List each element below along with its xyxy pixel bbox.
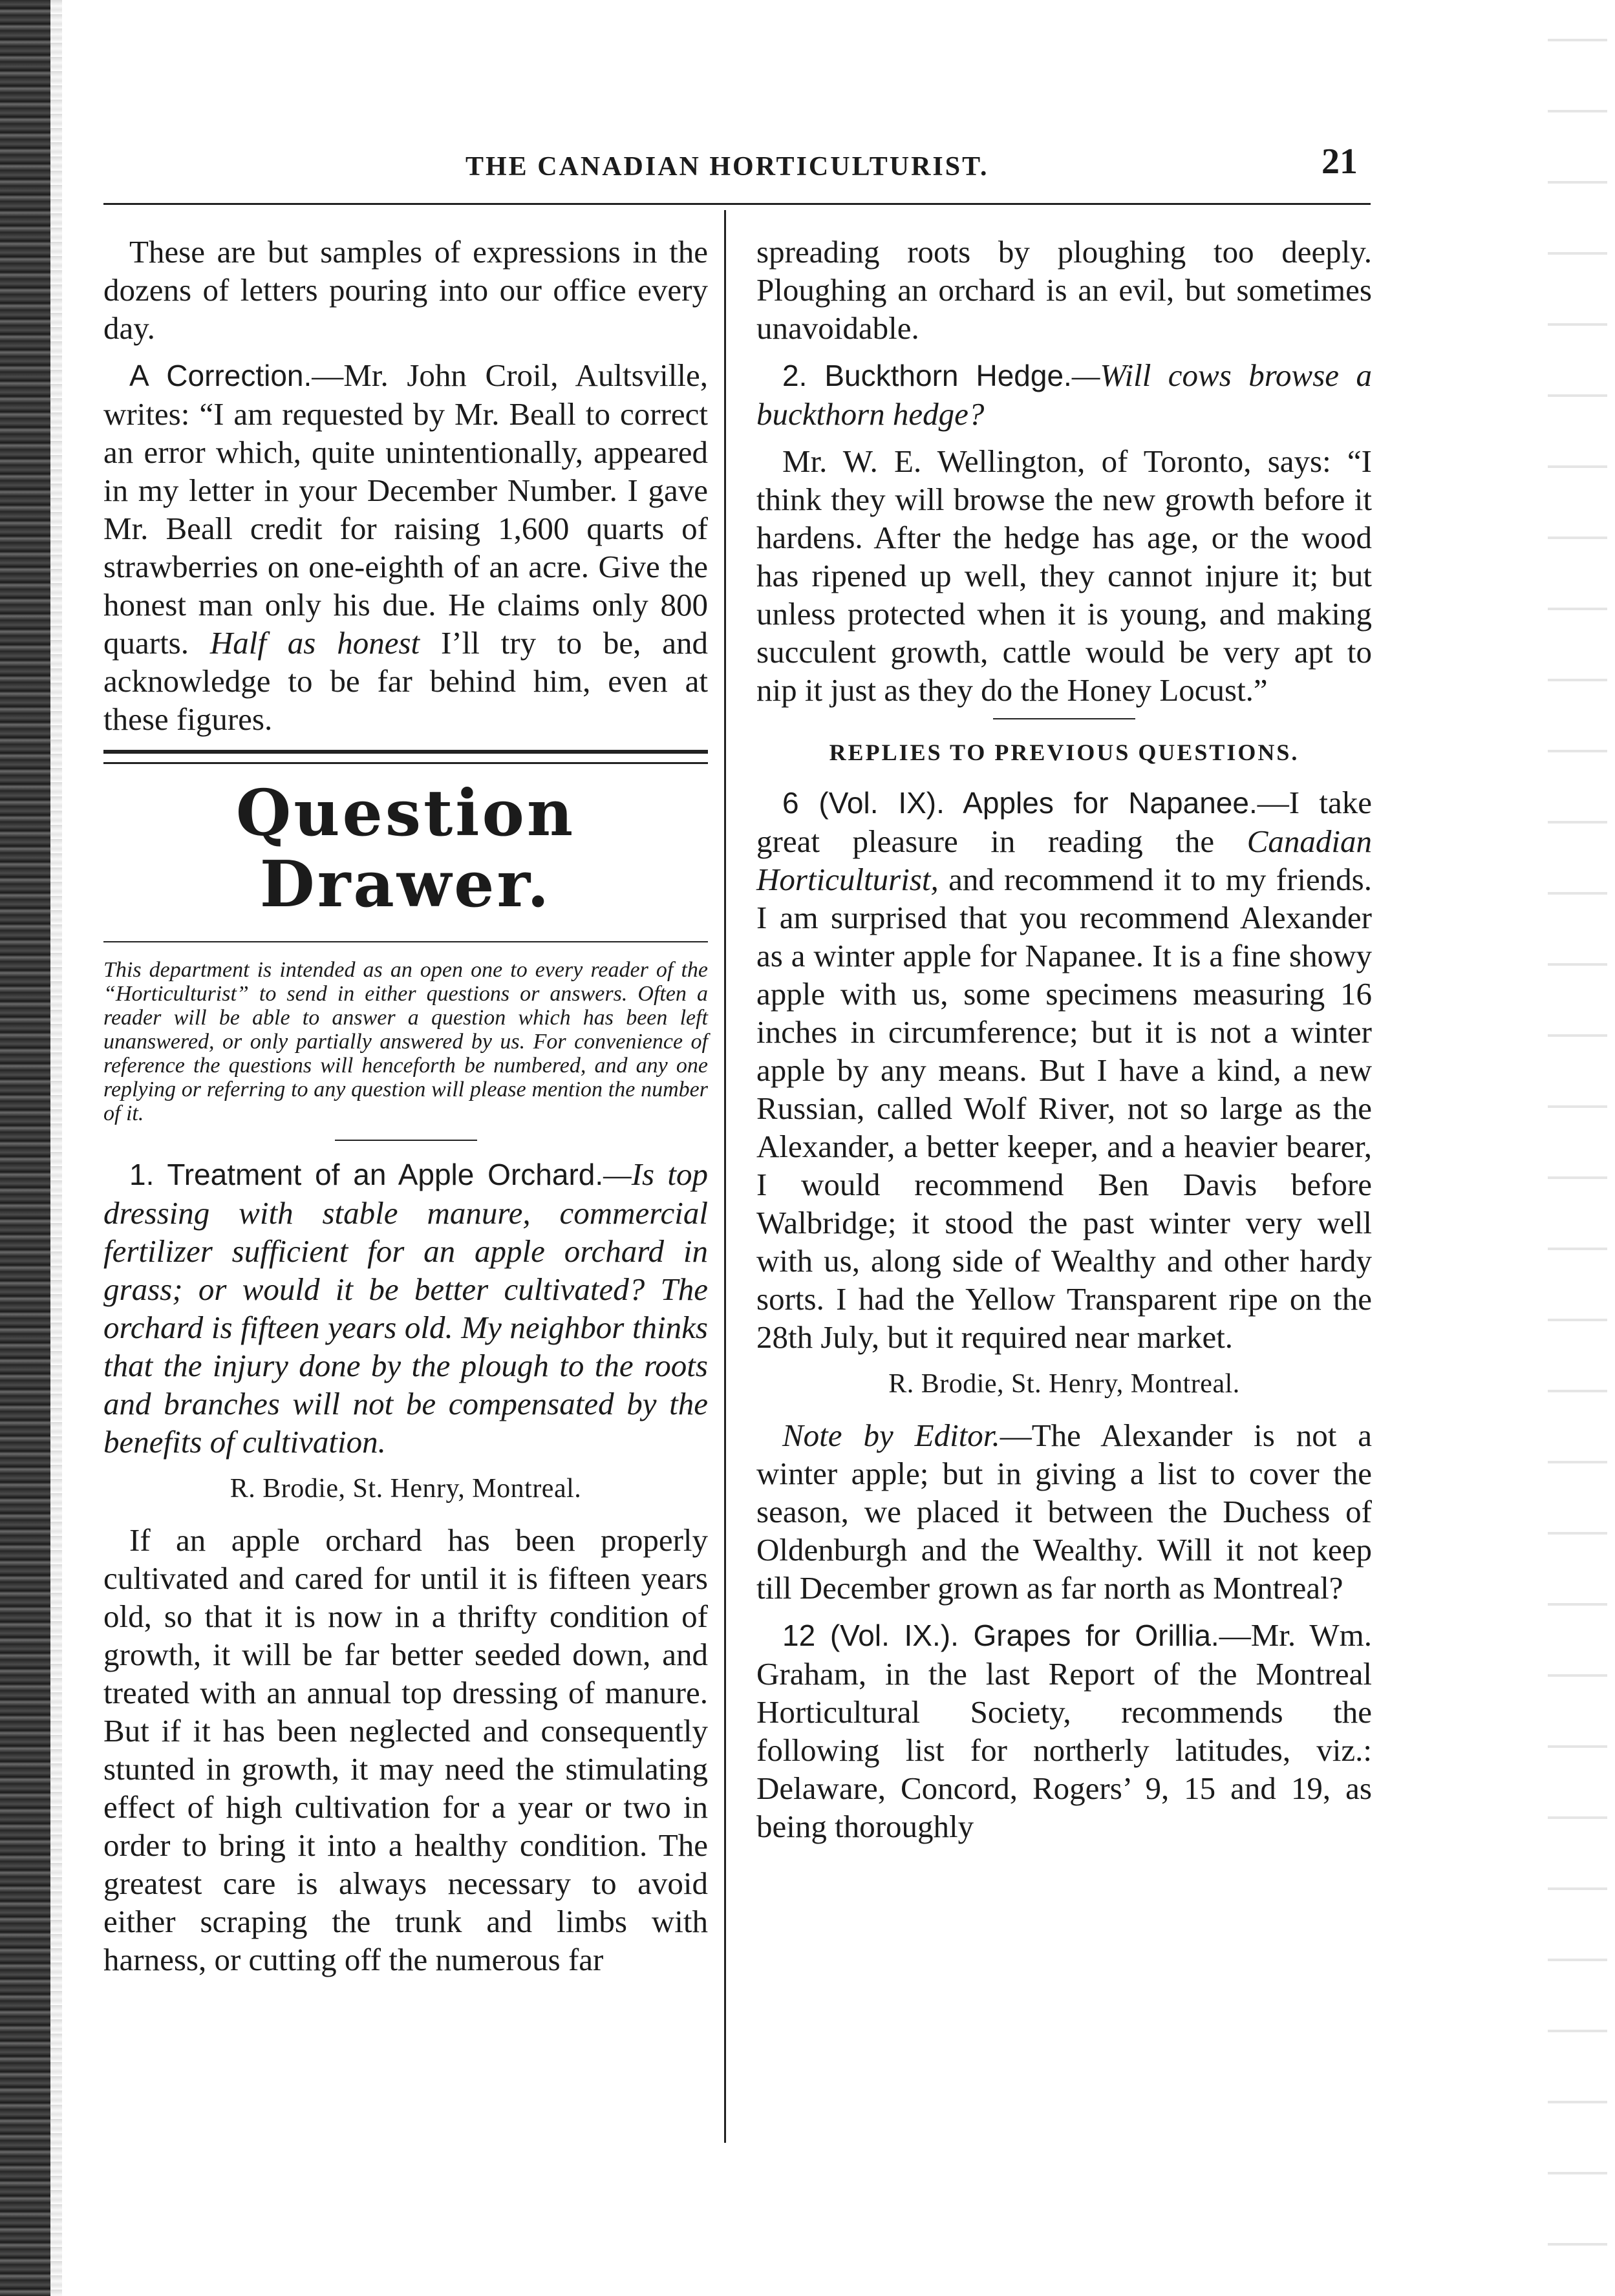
correction-heading: A Correction. — [129, 359, 312, 392]
reply-12-text: —Mr. Wm. Graham, in the last Report of the Montreal Horticultural Society, recommends the following list for northerly latitudes, viz.: Delaware, Concord, Rogers’ 9, 15 and 19, as being thoroughly — [756, 1617, 1372, 1844]
answer-2: Mr. W. E. Wellington, of Toronto, says: “I think they will browse the new growth before it hardens. After the hedge has age, or the wood has ripened up well, they cannot injure it; but unless protected when it is young, and making succulent growth, cattle would be very apt to nip it just as they do the Honey Locust.” — [756, 443, 1372, 708]
editor-note — [756, 1416, 1372, 1607]
correction-text-2: I’ll try to be, and acknowledge to be far behind him, even at these figures. — [103, 625, 708, 737]
section-double-rule — [103, 750, 708, 764]
reply-12-heading: 12 (Vol. IX.). Grapes for Orillia. — [782, 1619, 1219, 1652]
page-edge-marks — [1548, 0, 1607, 2296]
question-2-heading: 2. Buckthorn Hedge. — [782, 359, 1072, 392]
question-1-signature: R. Brodie, St. Henry, Montreal. — [230, 1474, 582, 1504]
column-divider — [724, 210, 726, 2143]
running-title: THE CANADIAN HORTICULTURIST. — [465, 152, 989, 182]
continuation-paragraph: spreading roots by ploughing too deeply. Ploughing an orchard is an evil, but sometimes unavoidable. — [756, 234, 1372, 346]
replies-heading: REPLIES TO PREVIOUS QUESTIONS. — [829, 739, 1299, 765]
reply-6-text-2: and recommend it to my friends. I am surprised that you recommend Alexander as a winter apple for Napanee. It is a fine showy apple with us, some specimens measuring 16 inches in circumference; but it is not a winter apple by any means. But I have a kind, a new Russian, called Wolf River, not so large as the Alexander, a better keeper, and a heavier bearer, I would recommend Ben Davis before Walbridge; it stood the past winter very well with us, along side of Wealthy and other hardy sorts. I had the Yellow Transparent ripe on the 28th July, but it required near market. — [756, 862, 1372, 1355]
editor-note-text: —The Alexander is not a winter apple; but in giving a list to cover the season, we placed it between the Duchess of Oldenburgh and the Wealthy. Will it not keep till December grown as far north as Montreal? — [756, 1418, 1372, 1606]
reply-6 — [756, 783, 1372, 1356]
reply-6-heading: 6 (Vol. IX). Apples for Napanee. — [782, 786, 1257, 820]
note-short-rule — [335, 1140, 477, 1141]
department-title: Question Drawer. — [235, 776, 576, 922]
department-rule — [103, 941, 708, 942]
book-binding-edge — [0, 0, 50, 2296]
reply-6-signature: R. Brodie, St. Henry, Montreal. — [888, 1369, 1240, 1399]
reply-6-text-1: —I take great pleasure in reading the — [756, 785, 1372, 859]
question-1-heading: 1. Treatment of an Apple Orchard. — [129, 1158, 604, 1191]
question-2-text: —Will cows browse a buckthorn hedge? — [756, 357, 1372, 432]
question-1-text: —Is top dressing with stable manure, commercial fertilizer sufficient for an apple orchard in grass; or would it be better cultivated? The orchard is fifteen years old. My neighbor thinks that the injury done by the plough to the roots and branches will not be compensated by the benefits of cultivation. — [103, 1156, 708, 1460]
header-rule — [103, 203, 1371, 205]
page-gutter-shadow — [50, 0, 62, 2296]
left-column — [103, 233, 708, 1988]
reply-6-italic: Canadian Horticulturist, — [756, 824, 1372, 897]
department-note: This department is intended as an open one to every reader of the “Horticulturist” to send in either questions or answers. Often a reader will be able to answer a question which has been left unanswered, or only partially answered by us. For convenience of reference the questions will henceforth be numbered, and any one replying or referring to any question will please mention the number of it. — [103, 958, 708, 1125]
question-1 — [103, 1155, 708, 1461]
editor-note-label: Note by Editor. — [782, 1418, 1000, 1453]
opening-paragraph: These are but samples of expressions in the dozens of letters pouring into our office every day. — [103, 234, 708, 346]
answer-1: If an apple orchard has been properly cultivated and cared for until it is fifteen years old, so that it is now in a thrifty condition of growth, it will be far better seeded down, and treated with an annual top dressing of manure. But if it has been neglected and consequently stunted in growth, it may need the stimulating effect of high cultivation for a year or two in order to bring it into a healthy condition. The greatest care is always necessary to avoid either scraping the trunk and limbs with harness, or cutting off the numerous far — [103, 1522, 708, 1977]
right-column — [756, 233, 1372, 1855]
correction-text-1: —Mr. John Croil, Aultsville, writes: “I am requested by Mr. Beall to correct an error which, quite unintentionally, appeared in my letter in your December Number. I gave Mr. Beall credit for raising 1,600 quarts of strawberries on one-eighth of an acre. Give the honest man only his due. He claims only 800 quarts. — [103, 357, 708, 661]
correction-italic: Half as honest — [209, 625, 420, 661]
reply-12 — [756, 1616, 1372, 1845]
running-header — [103, 137, 1371, 189]
correction-paragraph — [103, 356, 708, 738]
page-number: 21 — [1321, 142, 1358, 182]
question-2 — [756, 356, 1372, 433]
replies-short-rule — [993, 718, 1135, 719]
